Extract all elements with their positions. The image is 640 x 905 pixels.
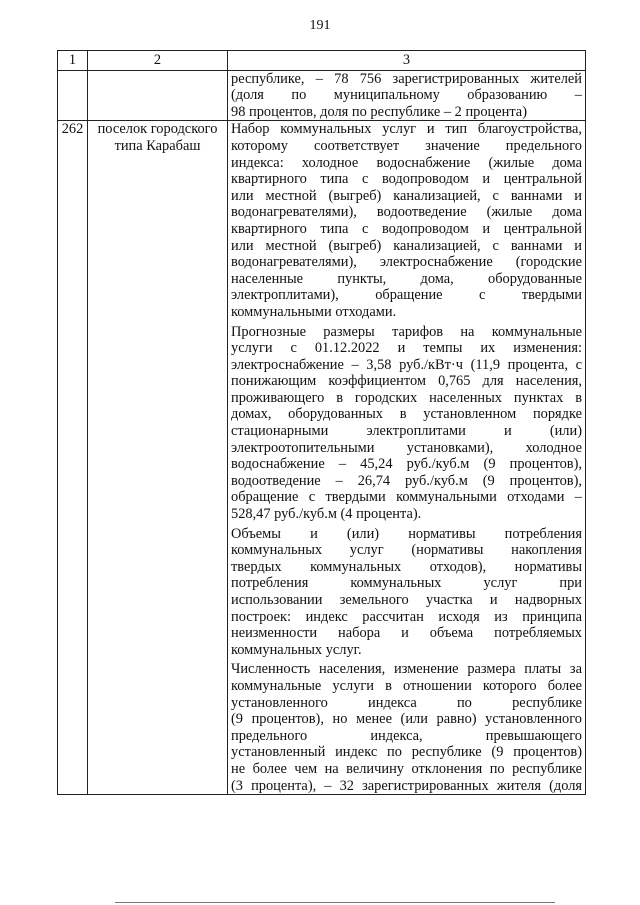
paragraph-consumption-norms <box>231 526 582 659</box>
text-line: электроплитами), обращение с твердыми <box>231 287 582 304</box>
text-line: (доля по муниципальному образованию – <box>231 87 582 104</box>
text-line: установленного индекса по республике <box>231 694 582 711</box>
page-number: 191 <box>309 18 331 33</box>
text-line: предельного индекса, превышающего <box>231 727 582 744</box>
settlement-name-line: поселок городского <box>97 121 218 138</box>
text-line: населенные пункты, дома, оборудованные <box>231 270 582 287</box>
page-bottom-rule <box>115 902 555 903</box>
column-header-1: 1 <box>58 51 88 71</box>
text-line: коммунальными отходами. <box>231 303 397 320</box>
text-line: квартирного типа с водопроводом и центральной <box>231 220 582 237</box>
text-line: Прогнозные размеры тарифов на коммунальные <box>231 323 582 340</box>
text-line: (9 процентов), но менее (или равно) установленного <box>231 711 582 728</box>
text-line: использовании земельного участка и надворных <box>231 592 582 608</box>
text-line: или местной (выгреб) канализацией, с ваннами и <box>231 187 582 204</box>
text-line: коммунальных услуг. <box>231 641 362 658</box>
continuation-number-cell <box>58 70 88 121</box>
text-line: построек: индекс рассчитан исходя из принципа <box>231 608 582 625</box>
text-line: потребления коммунальных услуг при <box>231 575 582 592</box>
text-line: Набор коммунальных услуг и тип благоустройства, <box>231 121 582 138</box>
paragraph-tariffs <box>231 324 582 523</box>
settlement-name-line: типа Карабаш <box>114 137 201 154</box>
text-line: водонагревателями), электроснабжение (городские <box>231 254 582 271</box>
text-line: обращение с твердыми коммунальными отходами – <box>231 489 582 506</box>
text-line: стационарными электроплитами и (или) <box>231 423 582 440</box>
text-line: Численность населения, изменение размера платы за <box>231 661 582 678</box>
continuation-text-cell <box>228 70 586 121</box>
tariff-table <box>57 50 586 795</box>
text-line: коммунальных услуг (нормативы накопления <box>231 542 582 559</box>
text-line: не более чем на величину отклонения по республике <box>231 760 582 777</box>
paragraph-utilities-set <box>231 121 582 320</box>
text-line: водоснабжение – 45,24 руб./куб.м (9 процентов), <box>231 456 582 473</box>
table-row <box>58 121 586 795</box>
text-line: которому соответствует значение предельного <box>231 137 582 154</box>
column-header-3: 3 <box>228 51 586 71</box>
text-line: водоотведение – 26,74 руб./куб.м (9 процентов), <box>231 472 582 489</box>
header-row <box>58 51 586 71</box>
text-line: (3 процента), – 32 зарегистрированных жителя (доля <box>231 777 582 794</box>
text-line: или местной (выгреб) канализацией, с ваннами и <box>231 237 582 254</box>
text-line: квартирного типа с водопроводом и центральной <box>231 171 582 188</box>
text-line: 98 процентов, доля по республике – 2 процента) <box>231 103 527 120</box>
continuation-name-cell <box>88 70 228 121</box>
text-line: Объемы и (или) нормативы потребления <box>231 525 582 542</box>
text-line: электроотопительными установками), холодное <box>231 439 582 456</box>
text-line: домах, оборудованных в установленном порядке <box>231 406 582 423</box>
text-line: 528,47 руб./куб.м (4 процента). <box>231 506 422 523</box>
text-line: услуги с 01.12.2022 и темпы их изменения: <box>231 340 582 357</box>
text-line: республике, – 78 756 зарегистрированных жителей <box>231 70 582 87</box>
text-line: коммунальные услуги в отношении которого более <box>231 677 582 694</box>
text-line: установленный индекс по республике (9 процентов) <box>231 744 582 761</box>
continuation-row <box>58 70 586 121</box>
row-number: 262 <box>58 121 88 795</box>
text-line: неизменности набора и объема потребляемых <box>231 625 582 642</box>
column-header-2: 2 <box>88 51 228 71</box>
text-line: водонагревателями), водоотведение (жилые дома <box>231 204 582 221</box>
settlement-name-cell <box>88 121 228 795</box>
text-line: понижающим коэффициентом 0,765 для населения, <box>231 373 582 390</box>
paragraph-population <box>231 661 582 794</box>
description-cell <box>228 121 586 795</box>
text-line: твердых коммунальных отходов), нормативы <box>231 558 582 575</box>
text-line: индекса: холодное водоснабжение (жилые дома <box>231 154 582 171</box>
text-line: электроснабжение – 3,58 руб./кВт·ч (11,9 процента, с <box>231 356 582 373</box>
text-line: проживающего в городских населенных пунктах в <box>231 389 582 406</box>
